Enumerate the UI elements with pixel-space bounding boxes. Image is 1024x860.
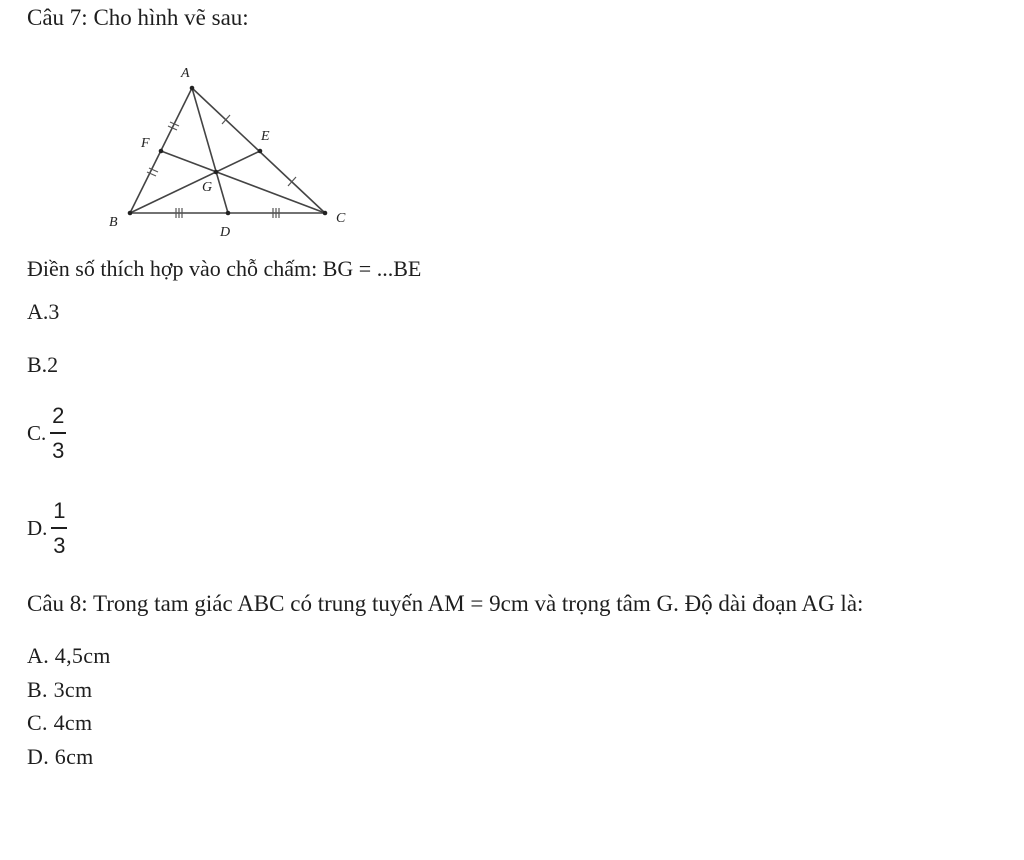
q8-option-b: B. 3cm — [27, 677, 93, 702]
fraction-bar — [51, 527, 67, 529]
q8-option-d: D. 6cm — [27, 744, 94, 769]
point-g — [214, 170, 219, 175]
label-b: B — [109, 215, 118, 230]
label-d: D — [220, 225, 231, 240]
label-f: F — [141, 136, 150, 151]
median-cf — [161, 151, 325, 213]
point-f — [159, 149, 164, 154]
q7-option-d — [27, 500, 67, 557]
question-8-title: Câu 8: Trong tam giác ABC có trung tuyến AM = 9cm và trọng tâm G. Độ dài đoạn AG là: — [27, 591, 864, 616]
q8-option-c: C. 4cm — [27, 710, 93, 735]
q8-option-a: A. 4,5cm — [27, 643, 111, 668]
question-7-prompt: Điền số thích hợp vào chỗ chấm: BG = ...BE — [27, 256, 422, 281]
median-be — [130, 151, 260, 213]
q7-option-d-denominator: 3 — [53, 532, 66, 558]
q7-option-c-numerator: 2 — [52, 403, 65, 428]
point-c — [323, 211, 328, 216]
label-c: C — [336, 211, 346, 226]
label-a: A — [181, 66, 190, 81]
label-e: E — [261, 129, 270, 144]
question-7-title: Câu 7: Cho hình vẽ sau: — [27, 5, 249, 30]
q7-option-c — [27, 405, 66, 462]
point-e — [258, 149, 263, 154]
q7-option-d-prefix: D. — [27, 515, 48, 540]
triangle-medians-figure — [100, 58, 370, 248]
label-g: G — [202, 180, 213, 195]
q7-option-c-fraction — [50, 405, 66, 462]
q7-option-c-prefix: C. — [27, 420, 47, 445]
point-d — [226, 211, 231, 216]
point-a — [190, 86, 195, 91]
fraction-bar — [50, 432, 66, 434]
q7-option-b: B.2 — [27, 352, 59, 377]
q7-option-a: A.3 — [27, 299, 60, 324]
point-b — [128, 211, 133, 216]
triangle-diagram — [100, 58, 370, 248]
q7-option-d-numerator: 1 — [53, 498, 66, 523]
q7-option-d-fraction — [51, 500, 67, 557]
q7-option-c-denominator: 3 — [52, 437, 65, 463]
